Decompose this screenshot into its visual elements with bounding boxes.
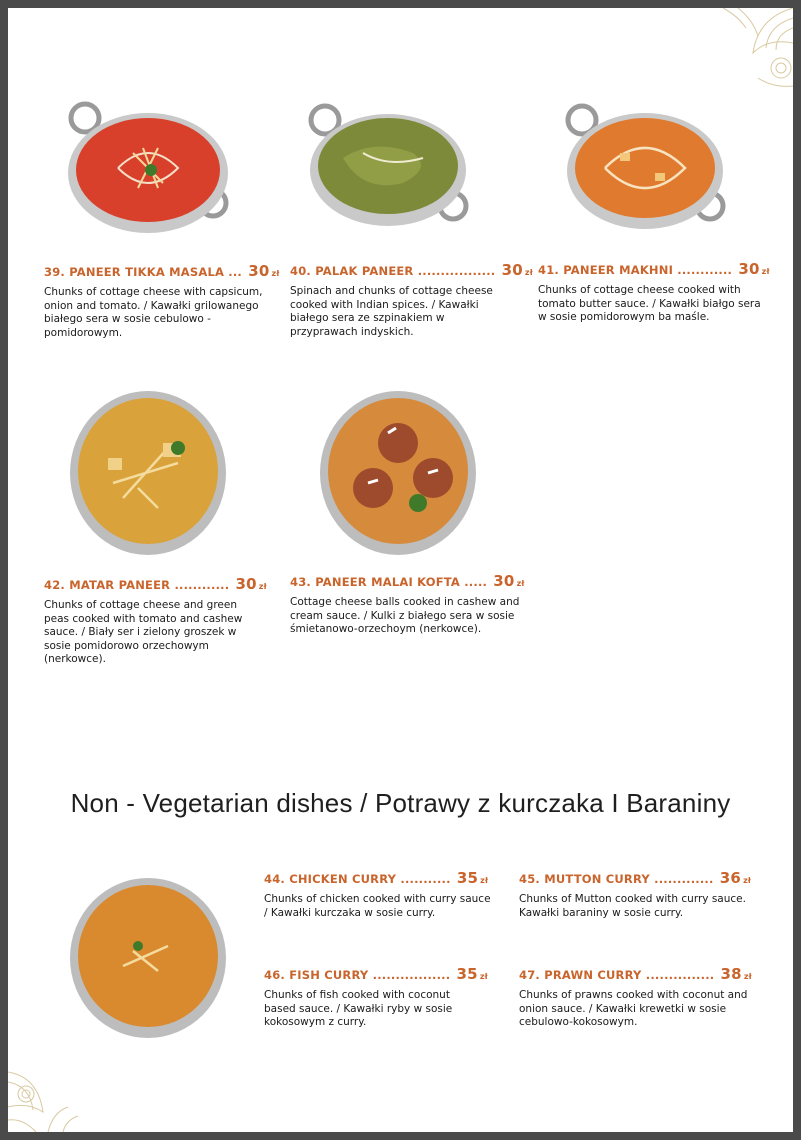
item-description: Chunks of chicken cooked with curry sauce / Kawałki kurczaka w sosie curry. [264, 893, 491, 919]
section-heading: Non - Vegetarian dishes / Potrawy z kurczaka I Baraniny [70, 788, 731, 818]
item-title: 42. MATAR PANEER ............ 30 zł [44, 575, 267, 593]
item-price: 38 [720, 965, 742, 983]
item-description: Chunks of cottage cheese cooked with tomato butter sauce. / Kawałki białgo sera w sosie pomidorowym ba maśle. [538, 284, 761, 323]
item-title: 41. PANEER MAKHNI ............ 30 zł [538, 260, 770, 278]
item-price: 30 [493, 572, 515, 590]
menu-item [519, 966, 754, 1030]
corner-ornament-icon [698, 8, 793, 93]
matar-paneer-bowl-image [68, 388, 228, 558]
menu-item [538, 260, 770, 325]
menu-item [44, 262, 280, 340]
item-title: 47. PRAWN CURRY ............... 38 zł [519, 965, 752, 983]
menu-item [290, 573, 525, 637]
item-price: 30 [235, 575, 257, 593]
menu-item [44, 575, 267, 667]
paneer-makhni-bowl-image [560, 98, 730, 238]
item-description: Chunks of Mutton cooked with curry sauce. Kawałki baraniny w sosie curry. [519, 893, 746, 919]
item-title: 46. FISH CURRY ................. 35 zł [264, 965, 488, 983]
tikka-masala-bowl-image [63, 98, 233, 238]
menu-item [264, 965, 488, 1030]
item-description: Chunks of fish cooked with coconut based sauce. / Kawałki ryby w sosie kokosowym z curry. [264, 989, 453, 1028]
menu-item [264, 870, 494, 920]
menu-page [8, 8, 793, 1132]
item-title: 39. PANEER TIKKA MASALA ... 30 zł [44, 262, 280, 280]
item-description: Cottage cheese balls cooked in cashew and cream sauce. / Kulki z białego sera w sosie śmietanowo-orzechoym (nerkowce). [290, 596, 520, 635]
corner-ornament-icon [8, 1052, 88, 1132]
item-title: 43. PANEER MALAI KOFTA ..... 30 zł [290, 572, 525, 590]
item-description: Chunks of prawns cooked with coconut and onion sauce. / Kawałki krewetki w sosie cebulowo-kokosowym. [519, 989, 748, 1028]
item-title: 44. CHICKEN CURRY ........... 35 zł [264, 869, 489, 887]
palak-paneer-bowl-image [303, 98, 473, 238]
chicken-curry-bowl-image [68, 876, 228, 1041]
item-title: 45. MUTTON CURRY ............. 36 zł [519, 869, 752, 887]
menu-item [519, 870, 759, 920]
item-title: 40. PALAK PANEER ................. 30 zł [290, 261, 533, 279]
item-price: 30 [248, 262, 270, 280]
item-description: Spinach and chunks of cottage cheese cooked with Indian spices. / Kawałki białego sera ze szpinakiem w przyprawach indyskich. [290, 285, 493, 338]
item-description: Chunks of cottage cheese and green peas cooked with tomato and cashew sauce. / Biały ser i zielony groszek w sosie pomidorowo orzechowym (nerkowce). [44, 599, 243, 665]
item-price: 30 [501, 261, 523, 279]
item-price: 35 [456, 965, 478, 983]
item-price: 36 [719, 869, 742, 887]
item-description: Chunks of cottage cheese with capsicum, onion and tomato. / Kawałki grilowanego białego sera w sosie cebulowo -pomidorowym. [44, 286, 263, 339]
malai-kofta-bowl-image [318, 388, 478, 558]
item-price: 35 [456, 869, 479, 887]
item-price: 30 [738, 260, 760, 278]
menu-item [290, 261, 533, 339]
